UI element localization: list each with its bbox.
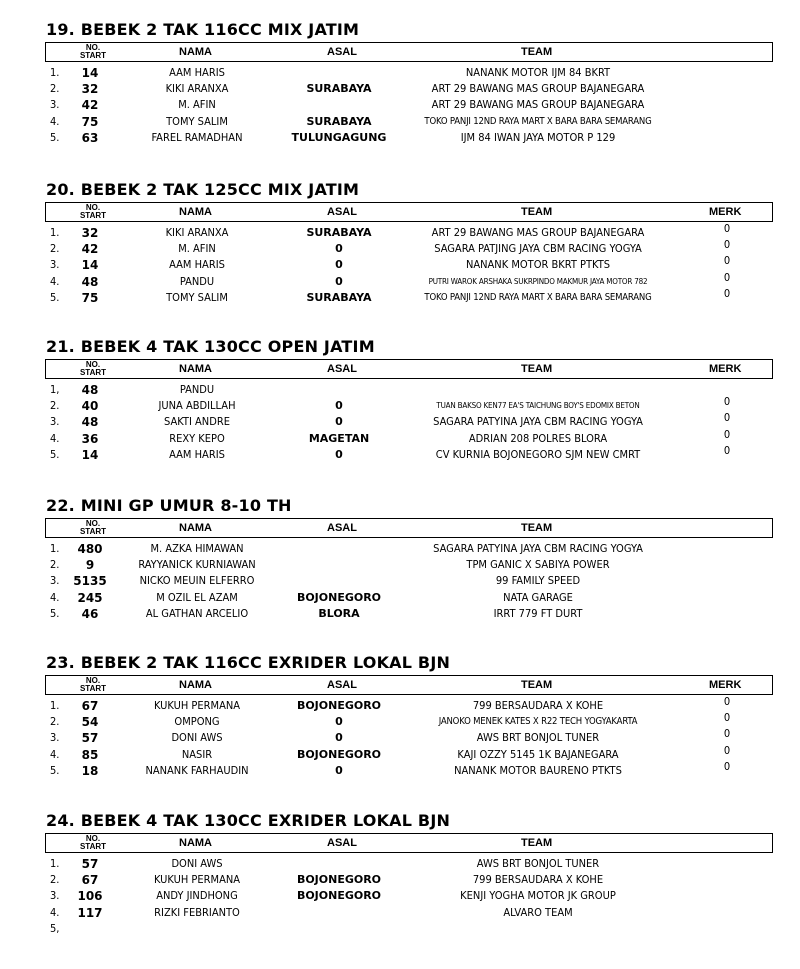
section-title: 22. MINI GP UMUR 8-10 TH (46, 496, 292, 515)
rider-origin: BOJONEGORO (296, 699, 382, 712)
start-number: 48 (81, 383, 99, 397)
entry-list (0, 695, 800, 779)
header-nama: NAMA (179, 363, 212, 375)
header-merk: MERK (709, 679, 742, 691)
rider-origin: 0 (335, 763, 343, 777)
team-name: 99 FAMILY SPEED (495, 574, 581, 588)
table-header (45, 518, 773, 538)
rider-origin: 0 (335, 258, 343, 272)
row-number: 2. (50, 242, 60, 256)
race-section (0, 653, 800, 803)
race-section (0, 811, 800, 961)
table-row (0, 114, 800, 130)
row-number: 2. (50, 715, 60, 729)
table-row (0, 97, 800, 113)
header-no-start: NO. START (79, 203, 107, 220)
rider-origin: TULUNGAGUNG (291, 130, 387, 144)
table-row (0, 743, 800, 763)
rider-origin: BLORA (318, 606, 360, 620)
table-row (0, 427, 800, 447)
header-asal: ASAL (327, 679, 357, 691)
rider-name: OMPONG (174, 715, 220, 729)
entry-list (0, 222, 800, 306)
rider-origin: 0 (335, 447, 343, 461)
team-name: NANANK MOTOR IJM 84 BKRT (465, 66, 611, 79)
row-number: 3. (50, 889, 60, 903)
rider-origin: BOJONEGORO (296, 747, 382, 761)
header-nama: NAMA (179, 679, 212, 691)
rider-name: M. AZKA HIMAWAN (150, 542, 244, 555)
table-row (0, 238, 800, 257)
rider-origin: SURABAYA (306, 290, 372, 304)
start-number: 42 (81, 98, 99, 113)
table-row (0, 695, 800, 714)
row-number: 1. (50, 857, 60, 870)
rider-name: M. AFIN (178, 242, 216, 256)
team-name: ALVARO TEAM (503, 905, 573, 919)
table-header (45, 833, 773, 853)
rider-origin: BOJONEGORO (296, 873, 382, 887)
team-name: PUTRI WAROK ARSHAKA SUKRPINDO MAKMUR JAYA MOTOR 782 (428, 276, 648, 286)
rider-origin: SURABAYA (306, 82, 372, 96)
rider-name: KIKI ARANXA (165, 82, 229, 96)
rider-name: RIZKI FEBRIANTO (154, 905, 240, 919)
rider-name: DONI AWS (171, 857, 223, 870)
team-name: NANANK MOTOR BKRT PTKTS (465, 258, 611, 272)
row-number: 4. (50, 590, 60, 604)
team-name: ART 29 BAWANG MAS GROUP BAJANEGARA (431, 82, 645, 96)
team-name: ART 29 BAWANG MAS GROUP BAJANEGARA (431, 226, 645, 239)
table-row (0, 541, 800, 557)
table-row (0, 382, 800, 398)
rider-name: M OZIL EL AZAM (156, 590, 238, 604)
start-number: 117 (77, 905, 103, 920)
table-row (0, 286, 800, 306)
merk-value: 0 (723, 743, 731, 757)
rider-name: AAM HARIS (169, 66, 225, 79)
merk-value: 0 (723, 238, 731, 252)
start-number: 67 (81, 699, 99, 713)
table-row (0, 270, 800, 290)
merk-value: 0 (723, 254, 731, 268)
section-title: 20. BEBEK 2 TAK 125CC MIX JATIM (46, 180, 360, 199)
rider-origin: BOJONEGORO (296, 590, 382, 604)
start-number: 46 (81, 606, 99, 621)
row-number: 1, (50, 383, 60, 396)
header-nama: NAMA (179, 837, 212, 849)
start-number: 75 (81, 290, 99, 305)
merk-value: 0 (723, 270, 731, 284)
merk-value: 0 (723, 711, 731, 725)
start-number: 57 (81, 857, 99, 871)
table-header (45, 359, 773, 379)
header-nama: NAMA (179, 206, 212, 218)
row-number: 4. (50, 747, 60, 761)
rider-name: DONI AWS (171, 731, 223, 745)
row-number: 3. (50, 98, 60, 112)
table-row (0, 65, 800, 81)
team-name: ADRIAN 208 POLRES BLORA (468, 431, 608, 445)
rider-name: PANDU (179, 383, 215, 396)
table-row (0, 606, 800, 622)
table-row (0, 573, 800, 589)
team-name: TOKO PANJI 12ND RAYA MART X BARA BARA SEMARANG (424, 115, 652, 127)
row-number: 4. (50, 905, 60, 919)
header-no-start: NO. START (79, 676, 107, 693)
rider-name: REXY KEPO (169, 431, 225, 445)
table-row (0, 411, 800, 430)
header-no-start: NO. START (79, 43, 107, 60)
entry-list (0, 856, 800, 937)
row-number: 5, (50, 921, 60, 935)
row-number: 1. (50, 66, 60, 79)
rider-origin: 0 (335, 731, 343, 745)
header-team: TEAM (521, 679, 553, 691)
header-no-start: NO. START (79, 519, 107, 536)
start-number: 48 (81, 415, 99, 430)
start-number: 245 (77, 590, 103, 605)
table-row (0, 590, 800, 606)
table-row (0, 81, 800, 97)
start-number: 42 (81, 242, 99, 257)
start-number: 32 (81, 226, 99, 240)
merk-value: 0 (723, 411, 731, 425)
table-row (0, 557, 800, 573)
table-row (0, 254, 800, 273)
table-row (0, 443, 800, 463)
table-row (0, 888, 800, 904)
team-name: NANANK MOTOR BAURENO PTKTS (454, 763, 622, 777)
rider-name: NICKO MEUIN ELFERRO (139, 574, 255, 588)
team-name: 799 BERSAUDARA X KOHE (472, 699, 604, 712)
team-name: IJM 84 IWAN JAYA MOTOR P 129 (460, 130, 616, 144)
row-number: 2. (50, 82, 60, 96)
start-number: 36 (81, 431, 99, 446)
team-name: TUAN BAKSO KEN77 EA'S TAICHUNG BOY'S EDOMIX BETON (436, 401, 640, 411)
table-header (45, 675, 773, 695)
rider-name: RAYYANICK KURNIAWAN (138, 558, 256, 572)
rider-origin: SURABAYA (306, 226, 372, 239)
table-row (0, 222, 800, 241)
team-name: IRRT 779 FT DURT (493, 606, 583, 620)
rider-name: SAKTI ANDRE (164, 415, 230, 429)
team-name: TPM GANIC X SABIYA POWER (466, 558, 610, 572)
rider-name: JUNA ABDILLAH (158, 399, 236, 413)
header-team: TEAM (521, 522, 553, 534)
header-asal: ASAL (327, 46, 357, 58)
row-number: 3. (50, 574, 60, 588)
entry-list (0, 382, 800, 463)
row-number: 1. (50, 226, 60, 239)
team-name: ART 29 BAWANG MAS GROUP BAJANEGARA (431, 98, 645, 112)
header-asal: ASAL (327, 837, 357, 849)
start-number: 40 (81, 399, 99, 414)
rider-name: PANDU (179, 274, 215, 288)
table-header (45, 42, 773, 62)
start-number: 67 (81, 873, 99, 888)
header-no-start: NO. START (79, 834, 107, 851)
rider-name: AAM HARIS (169, 447, 225, 461)
row-number: 3. (50, 731, 60, 745)
merk-value: 0 (723, 727, 731, 741)
start-number: 54 (81, 715, 99, 730)
row-number: 5. (50, 606, 60, 620)
section-title: 19. BEBEK 2 TAK 116CC MIX JATIM (46, 20, 360, 39)
rider-name: AAM HARIS (169, 258, 225, 272)
row-number: 2. (50, 873, 60, 887)
merk-value: 0 (723, 427, 731, 441)
header-no-start: NO. START (79, 360, 107, 377)
rider-name: FAREL RAMADHAN (151, 130, 243, 144)
rider-name: ANDY JINDHONG (156, 889, 238, 903)
table-row (0, 856, 800, 872)
team-name: KENJI YOGHA MOTOR JK GROUP (460, 889, 616, 903)
header-asal: ASAL (327, 206, 357, 218)
start-number: 63 (81, 130, 99, 145)
header-asal: ASAL (327, 522, 357, 534)
row-number: 2. (50, 399, 60, 413)
merk-value: 0 (723, 286, 731, 300)
header-merk: MERK (709, 363, 742, 375)
entry-list (0, 541, 800, 622)
team-name: SAGARA PATJING JAYA CBM RACING YOGYA (434, 242, 642, 256)
team-name: AWS BRT BONJOL TUNER (476, 731, 600, 745)
rider-origin: MAGETAN (308, 431, 370, 445)
rider-name: TOMY SALIM (166, 290, 228, 304)
row-number: 4. (50, 114, 60, 128)
rider-origin: 0 (335, 242, 343, 256)
header-team: TEAM (521, 363, 553, 375)
start-number: 75 (81, 114, 99, 129)
row-number: 2. (50, 558, 60, 572)
table-row (0, 130, 800, 146)
team-name: SAGARA PATYINA JAYA CBM RACING YOGYA (433, 542, 643, 555)
team-name: CV KURNIA BOJONEGORO SJM NEW CMRT (435, 447, 641, 461)
start-number: 480 (77, 542, 103, 556)
section-title: 21. BEBEK 4 TAK 130CC OPEN JATIM (46, 337, 375, 356)
team-name: TOKO PANJI 12ND RAYA MART X BARA BARA SEMARANG (424, 291, 652, 303)
header-nama: NAMA (179, 522, 212, 534)
entry-list (0, 65, 800, 146)
header-team: TEAM (521, 837, 553, 849)
start-number: 5135 (73, 574, 107, 589)
race-section (0, 180, 800, 330)
race-section (0, 20, 800, 170)
header-team: TEAM (521, 46, 553, 58)
row-number: 4. (50, 274, 60, 288)
rider-origin: 0 (335, 715, 343, 729)
rider-origin: BOJONEGORO (296, 889, 382, 903)
rider-name: NANANK FARHAUDIN (145, 763, 249, 777)
rider-name: NASIR (181, 747, 213, 761)
rider-name: M. AFIN (178, 98, 216, 112)
section-title: 23. BEBEK 2 TAK 116CC EXRIDER LOKAL BJN (46, 653, 451, 672)
section-title: 24. BEBEK 4 TAK 130CC EXRIDER LOKAL BJN (46, 811, 451, 830)
rider-origin: 0 (335, 399, 343, 413)
row-number: 5. (50, 763, 60, 777)
row-number: 1. (50, 699, 60, 712)
start-number: 14 (81, 258, 99, 273)
row-number: 4. (50, 431, 60, 445)
rider-name: TOMY SALIM (166, 114, 228, 128)
team-name: AWS BRT BONJOL TUNER (476, 857, 600, 870)
race-section (0, 496, 800, 646)
team-name: JANOKO MENEK KATES X R22 TECH YOGYAKARTA (438, 716, 638, 728)
table-row (0, 395, 800, 414)
merk-value: 0 (723, 695, 731, 708)
table-row (0, 921, 800, 937)
rider-name: KUKUH PERMANA (153, 873, 241, 887)
start-number: 32 (81, 82, 99, 97)
header-team: TEAM (521, 206, 553, 218)
race-section (0, 337, 800, 487)
merk-value: 0 (723, 443, 731, 457)
merk-value: 0 (723, 222, 731, 235)
row-number: 3. (50, 258, 60, 272)
table-row (0, 872, 800, 888)
team-name: NATA GARAGE (503, 590, 573, 604)
header-asal: ASAL (327, 363, 357, 375)
rider-name: AL GATHAN ARCELIO (145, 606, 249, 620)
rider-origin: SURABAYA (306, 114, 372, 128)
table-row (0, 727, 800, 746)
start-number: 48 (81, 274, 99, 289)
table-row (0, 905, 800, 921)
row-number: 3. (50, 415, 60, 429)
header-merk: MERK (709, 206, 742, 218)
start-number: 14 (81, 447, 99, 462)
start-number: 106 (77, 889, 103, 904)
table-row (0, 759, 800, 779)
row-number: 5. (50, 130, 60, 144)
team-name: 799 BERSAUDARA X KOHE (472, 873, 604, 887)
row-number: 1. (50, 542, 60, 555)
rider-origin: 0 (335, 415, 343, 429)
rider-origin: 0 (335, 274, 343, 288)
table-header (45, 202, 773, 222)
start-number: 85 (81, 747, 99, 762)
rider-name: KIKI ARANXA (165, 226, 229, 239)
header-nama: NAMA (179, 46, 212, 58)
table-row (0, 711, 800, 730)
row-number: 5. (50, 290, 60, 304)
rider-name: KUKUH PERMANA (153, 699, 241, 712)
team-name: KAJI OZZY 5145 1K BAJANEGARA (457, 747, 619, 761)
row-number: 5. (50, 447, 60, 461)
merk-value: 0 (723, 759, 731, 773)
start-number: 18 (81, 763, 99, 778)
start-number: 9 (85, 558, 95, 573)
start-number: 14 (81, 66, 99, 80)
team-name: SAGARA PATYINA JAYA CBM RACING YOGYA (433, 415, 643, 429)
start-number: 57 (81, 731, 99, 746)
merk-value: 0 (723, 395, 731, 409)
